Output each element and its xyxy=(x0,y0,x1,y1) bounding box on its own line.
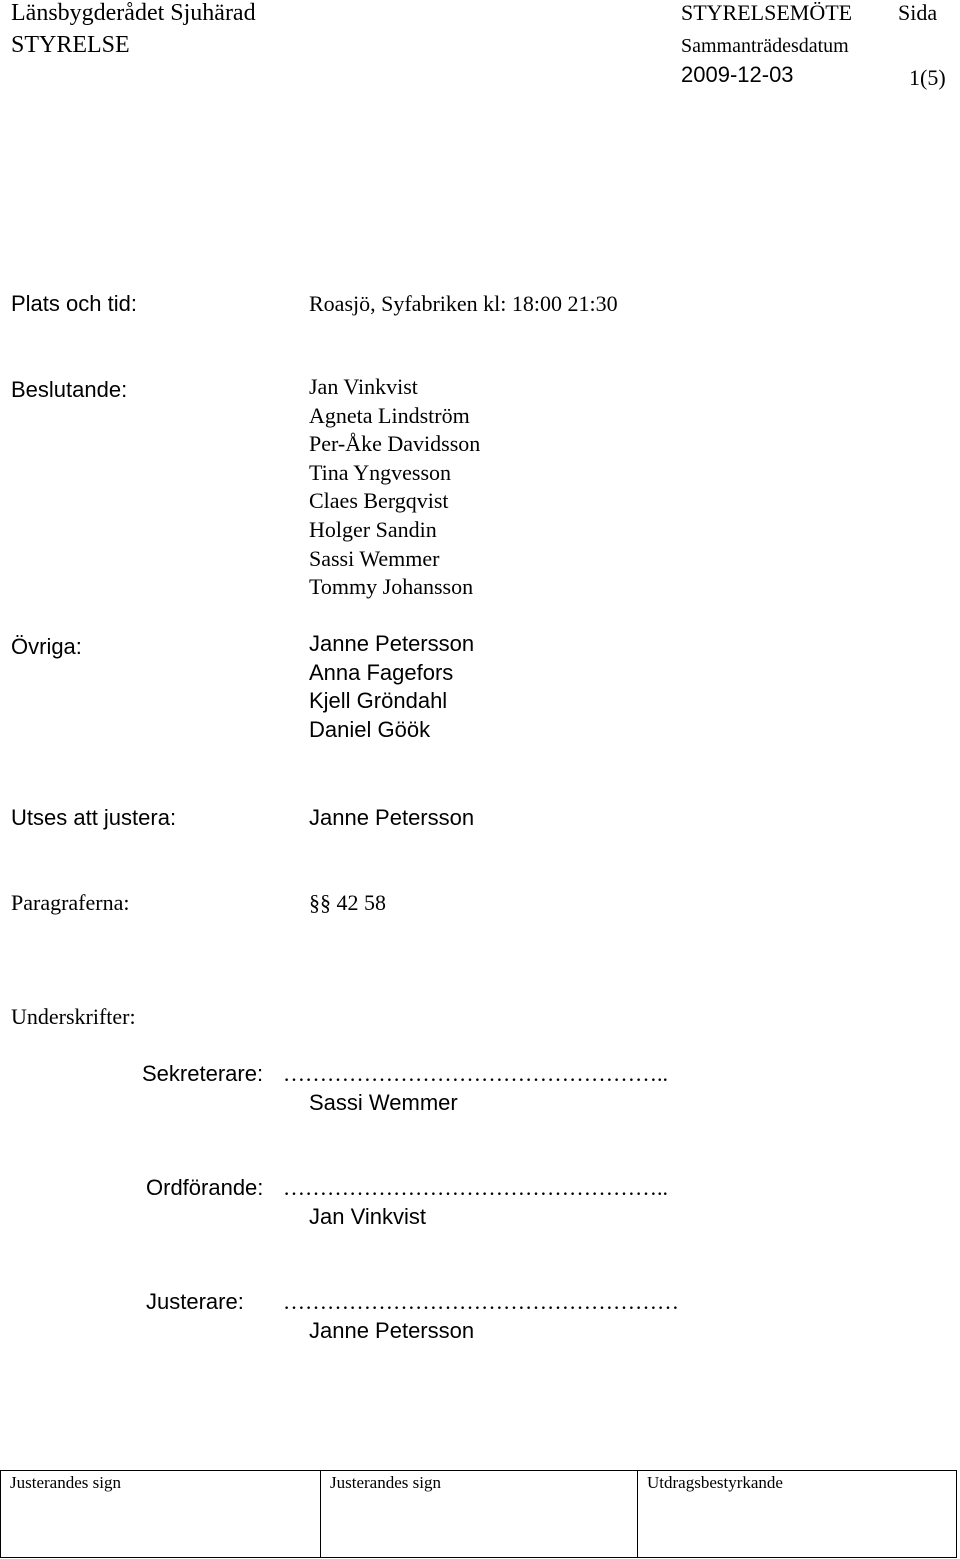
adjuster-label: Utses att justera: xyxy=(11,805,177,830)
secretary-label: Sekreterare: xyxy=(142,1061,264,1086)
list-item: Claes Bergqvist xyxy=(309,488,449,514)
signature-footer-table xyxy=(0,1470,957,1558)
place-time-label: Plats och tid: xyxy=(11,291,137,316)
adjuster-signature-label: Justerare: xyxy=(146,1289,244,1314)
meeting-date-label: Sammanträdesdatum xyxy=(681,35,849,57)
list-item: Sassi Wemmer xyxy=(309,545,440,571)
list-item: Tommy Johansson xyxy=(309,574,474,600)
decision-makers-list xyxy=(309,373,480,602)
adjuster-signature-line[interactable]: ……………………………………………… xyxy=(283,1289,679,1314)
adjuster-signature-name: Janne Petersson xyxy=(309,1318,475,1343)
paragraphs-value: §§ 42 58 xyxy=(309,890,386,915)
list-item: Agneta Lindström xyxy=(309,402,470,428)
page-label: Sida xyxy=(898,0,938,25)
meeting-type: STYRELSEMÖTE xyxy=(681,0,853,25)
page-number: 1(5) xyxy=(909,65,946,90)
list-item: Tina Yngvesson xyxy=(309,459,452,485)
place-time-value: Roasjö, Syfabriken kl: 18:00 21:30 xyxy=(309,291,618,316)
chair-label: Ordförande: xyxy=(146,1175,264,1200)
others-list xyxy=(309,630,474,744)
signatures-label: Underskrifter: xyxy=(11,1004,136,1029)
list-item: Holger Sandin xyxy=(309,516,437,542)
list-item: Janne Petersson xyxy=(309,631,475,656)
paragraphs-label: Paragraferna: xyxy=(11,890,130,915)
others-label: Övriga: xyxy=(11,634,82,659)
chair-name: Jan Vinkvist xyxy=(309,1204,426,1229)
secretary-name: Sassi Wemmer xyxy=(309,1090,458,1115)
decision-makers-label: Beslutande: xyxy=(11,377,128,402)
adjuster-value: Janne Petersson xyxy=(309,805,475,830)
list-item: Jan Vinkvist xyxy=(309,374,418,399)
list-item: Per-Åke Davidsson xyxy=(309,431,481,457)
organization-name: Länsbygderådet Sjuhärad xyxy=(11,0,256,26)
secretary-signature-line[interactable]: …………………………………………….. xyxy=(283,1061,668,1086)
chair-signature-line[interactable]: …………………………………………….. xyxy=(283,1175,668,1200)
list-item: Daniel Göök xyxy=(309,716,431,742)
meeting-date: 2009-12-03 xyxy=(681,62,794,87)
unit-name: STYRELSE xyxy=(11,32,130,58)
list-item: Kjell Gröndahl xyxy=(309,688,448,714)
footer-cell-certification[interactable]: Utdragsbestyrkande xyxy=(647,1473,783,1492)
footer-cell-adjuster-sign-1[interactable]: Justerandes sign xyxy=(1,1471,321,1557)
footer-cell-adjuster-sign-2[interactable]: Justerandes sign xyxy=(321,1471,638,1557)
list-item: Anna Fagefors xyxy=(309,659,454,685)
